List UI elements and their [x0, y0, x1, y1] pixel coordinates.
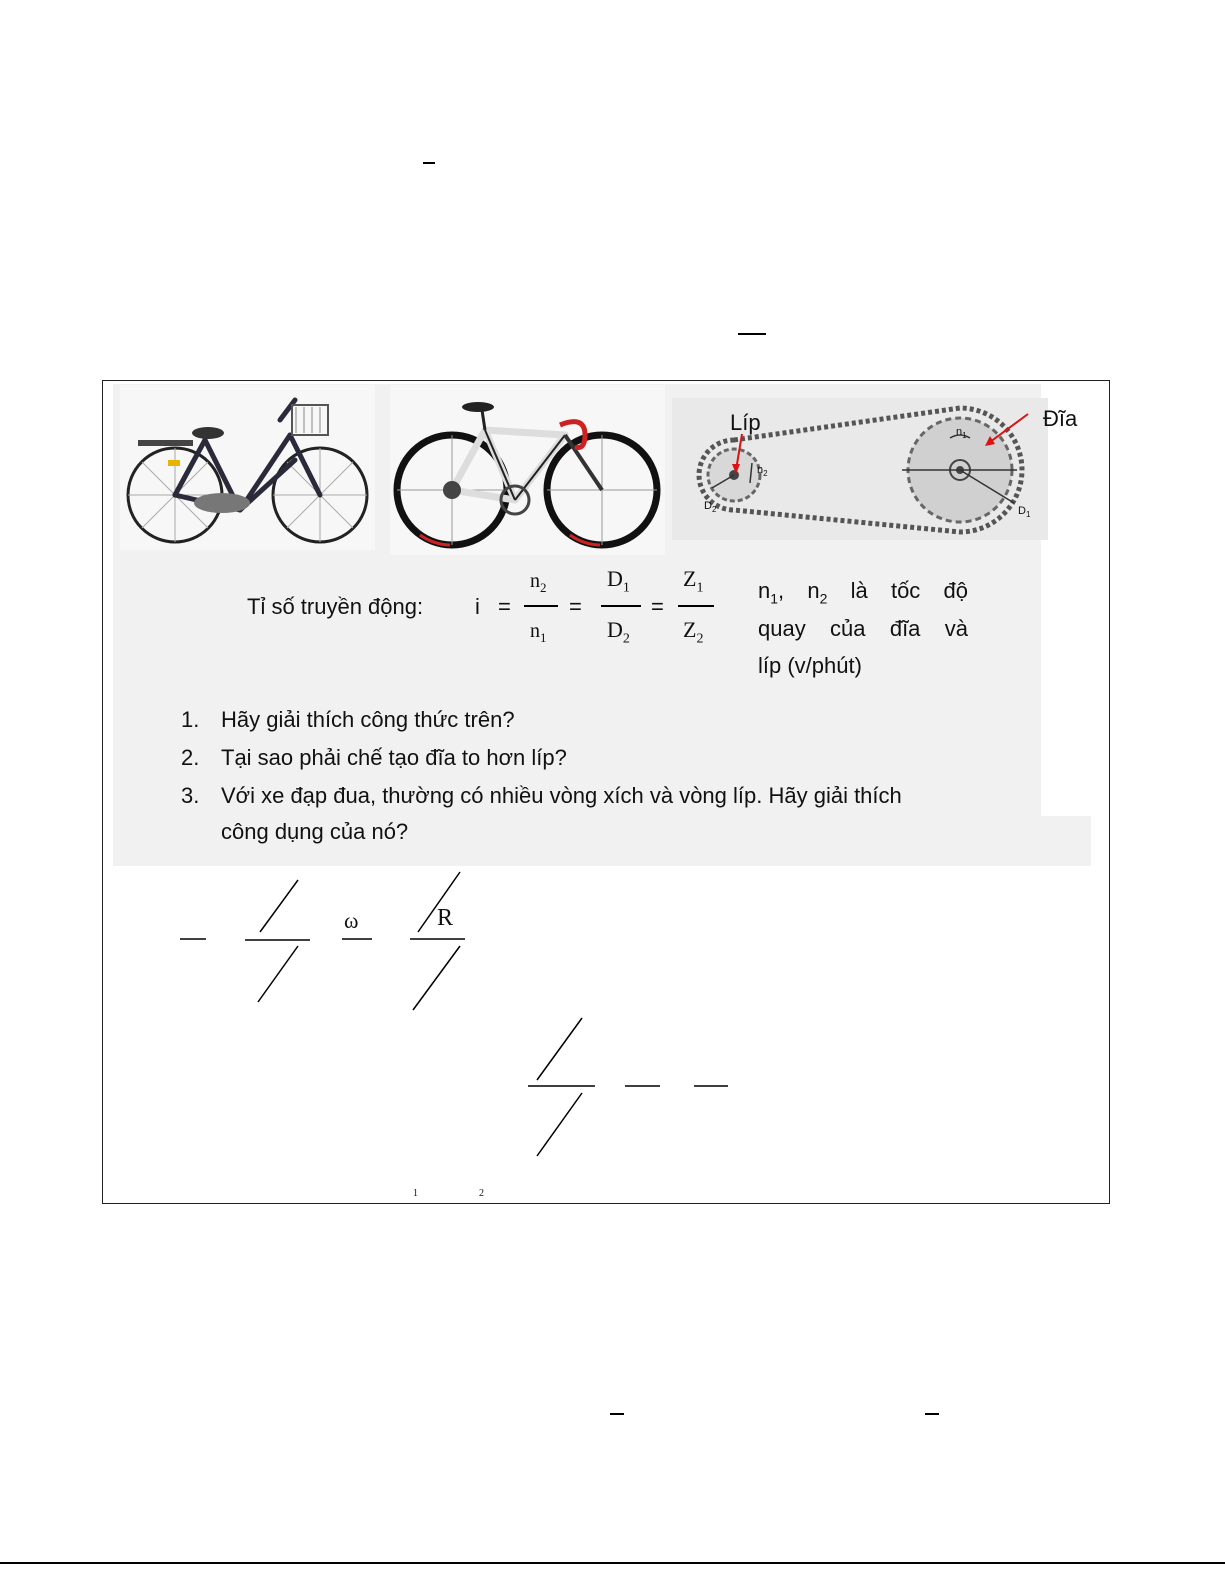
page-bottom-rule	[0, 1562, 1225, 1564]
formula-eq-2: =	[569, 594, 582, 619]
speed-note-line-1: $n_1$, $n_2$ là tốc độ	[758, 578, 968, 607]
formula-prefix: Tỉ số truyền động:	[247, 594, 424, 619]
f1-denominator: $n_1$	[530, 620, 547, 645]
stray-bar-1	[423, 162, 435, 164]
racing-bicycle-illustration	[390, 385, 665, 555]
f2-numerator: $D_1$	[607, 566, 630, 596]
f2-denominator: $D_2$	[607, 617, 630, 647]
city-bicycle-illustration	[120, 385, 375, 550]
r-fragment: R	[437, 905, 454, 931]
dia-label: Đĩa	[1043, 406, 1078, 431]
formula-eq-3: =	[651, 594, 664, 619]
question-3-continuation: công dụng của nó?	[221, 819, 409, 844]
stray-bar-4	[925, 1413, 939, 1415]
subscript-1-fragment: 1	[413, 1188, 418, 1199]
question-3: 3. Với xe đạp đua, thường có nhiều vòng xích và vòng líp. Hãy giải thích	[181, 783, 902, 808]
slide-panel-tail	[1041, 816, 1091, 866]
question-2: 2. Tại sao phải chế tạo đĩa to hơn líp?	[181, 745, 567, 770]
f3-denominator: $Z_2$	[683, 617, 704, 647]
formula-eq-1: =	[498, 594, 511, 619]
n2-diagram-label: $n_2$	[757, 464, 768, 479]
omega-fragment: ω	[344, 908, 359, 933]
formula-i: i	[475, 594, 480, 619]
speed-note-line-2: quay của đĩa và	[758, 616, 968, 641]
subscript-2-fragment: 2	[479, 1188, 484, 1199]
speed-note-line-3: líp (v/phút)	[758, 653, 862, 678]
f1-numerator: $n_2$	[530, 570, 547, 595]
lip-label: Líp	[730, 410, 761, 435]
n1-diagram-label: $n_1$	[956, 426, 967, 441]
f2-fraction-bar	[601, 605, 641, 607]
stray-bar-3	[610, 1413, 624, 1415]
question-1: 1. Hãy giải thích công thức trên?	[181, 707, 515, 732]
equation-fragments	[170, 868, 770, 1168]
f3-numerator: $Z_1$	[683, 566, 704, 596]
d1-diagram-label: $D_1$	[1018, 505, 1031, 520]
d2-diagram-label: $D_2$	[704, 500, 717, 515]
f1-fraction-bar	[524, 605, 558, 607]
stray-bar-2	[738, 333, 766, 335]
f3-fraction-bar	[678, 605, 714, 607]
chain-drive-diagram	[672, 398, 1048, 540]
